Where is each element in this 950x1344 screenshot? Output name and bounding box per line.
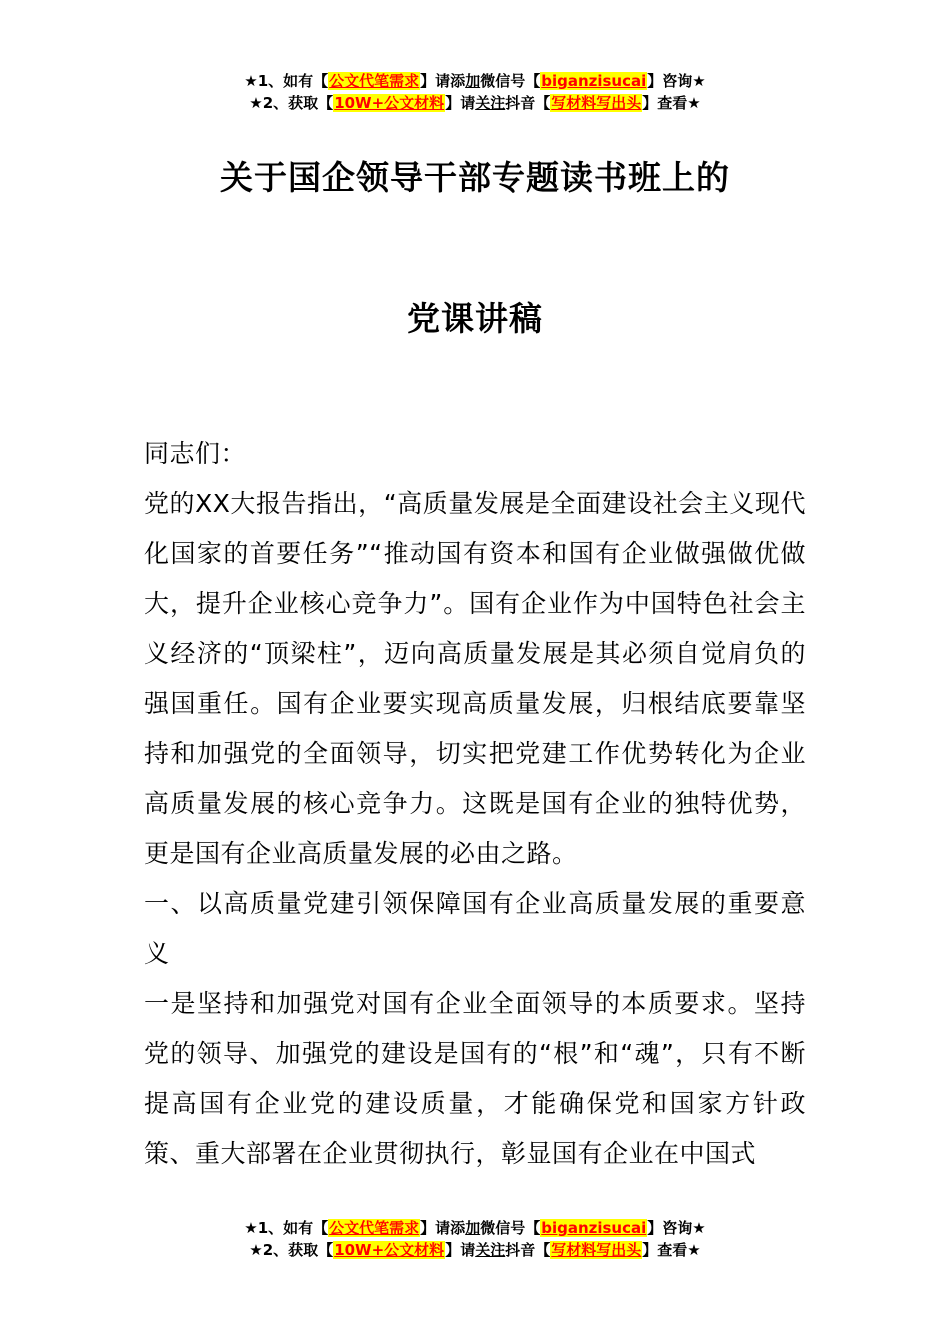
section-heading: 一、以高质量党建引领保障国有企业高质量发展的重要意义: [144, 889, 806, 968]
body-paragraph: 党的XX大报告指出，“高质量发展是全面建设社会主义现代化国家的首要任务”“推动国有资本和国有企业做强做优做大，提升企业核心竞争力”。国有企业作为中国特色社会主义经济的“顶梁柱”，迈向高质量发展是其必须自觉肩负的强国重任。国有企业要实现高质量发展，归根结底要靠坚持和加强党的全面领导，切实把党建工作优势转化为企业高质量发展的核心竞争力。这既是国有企业的独特优势，更是国有企业高质量发展的必由之路。: [144, 489, 806, 868]
douyin-account: 写材料写出头: [551, 94, 642, 112]
wechat-id: biganzisucai: [541, 1219, 647, 1237]
promo-banner-bottom: [0, 1217, 950, 1261]
document-body: [144, 429, 806, 1179]
promo-line-2: ★2、获取【10W+公文材料】请关注抖音【写材料写出头】查看★: [249, 1241, 701, 1259]
promo-highlight: 公文代笔需求: [329, 1219, 420, 1237]
promo-highlight: 公文代笔需求: [329, 72, 420, 90]
promo-line-2: ★2、获取【10W+公文材料】请关注抖音【写材料写出头】查看★: [249, 94, 701, 112]
promo-line-1: ★1、如有【公文代笔需求】请添加微信号【biganzisucai】咨询★: [244, 72, 706, 90]
promo-banner-top: [0, 70, 950, 114]
body-paragraph: 一是坚持和加强党对国有企业全面领导的本质要求。坚持党的领导、加强党的建设是国有的“根”和“魂”，只有不断提高国有企业党的建设质量，才能确保党和国家方针政策、重大部署在企业贯彻执行，彰显国有企业在中国式: [144, 989, 806, 1168]
douyin-account: 写材料写出头: [551, 1241, 642, 1259]
salutation: 同志们：: [144, 439, 247, 468]
document-title-line-2: 党课讲稿: [407, 299, 543, 338]
document-title-line-1: 关于国企领导干部专题读书班上的: [220, 158, 730, 197]
wechat-id: biganzisucai: [541, 72, 647, 90]
promo-line-1: ★1、如有【公文代笔需求】请添加微信号【biganzisucai】咨询★: [244, 1219, 706, 1237]
promo-highlight: 10W+公文材料: [334, 94, 445, 112]
promo-highlight: 10W+公文材料: [334, 1241, 445, 1259]
